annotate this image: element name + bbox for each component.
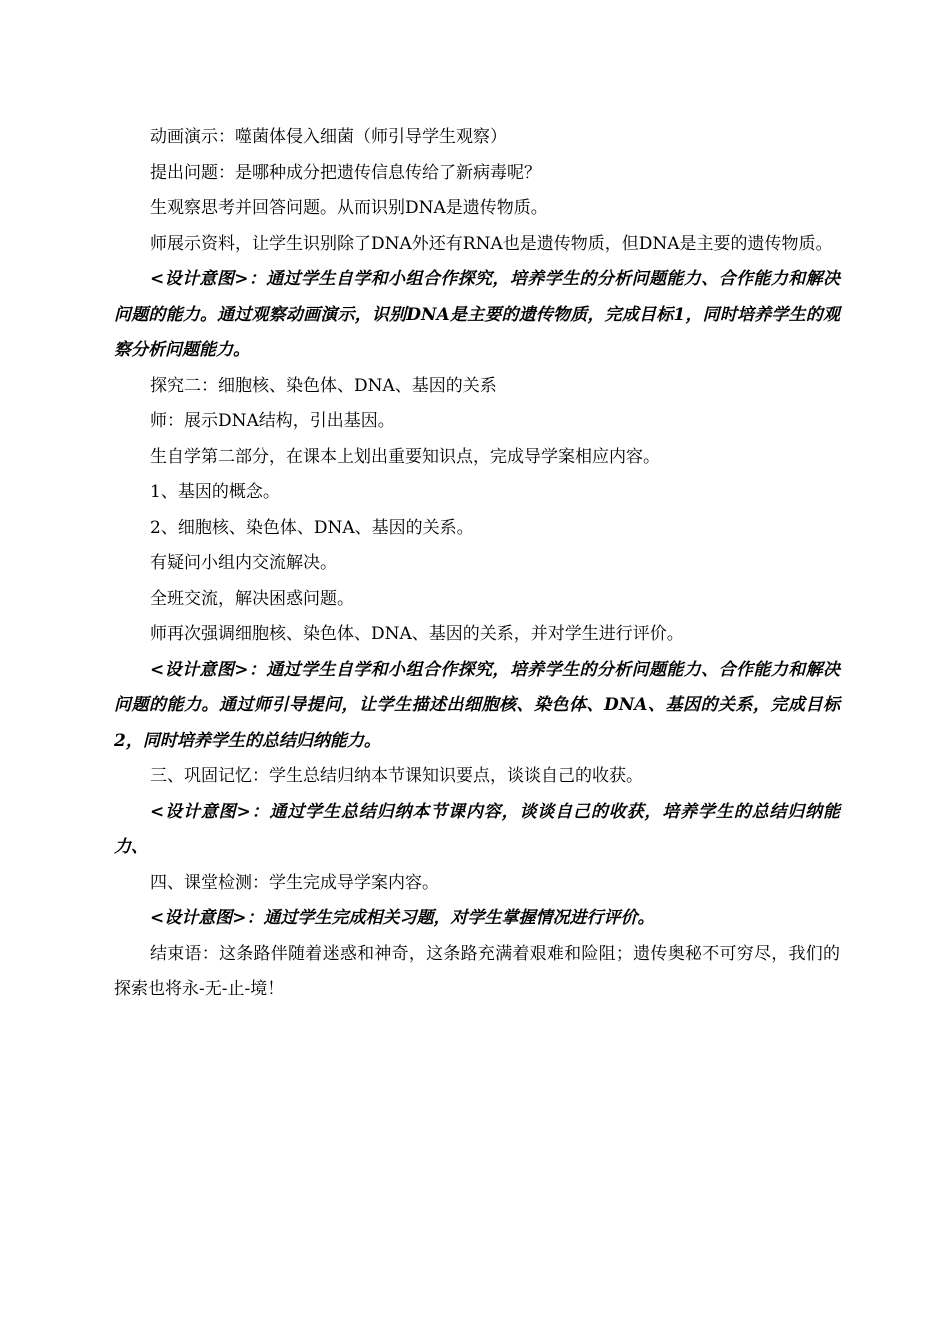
paragraph-group-discussion: 有疑问小组内交流解决。 <box>150 553 337 573</box>
paragraph-animation-demo: 动画演示：噬菌体侵入细菌（师引导学生观察） <box>150 127 507 147</box>
paragraph-class-exchange: 全班交流，解决困惑问题。 <box>150 588 354 609</box>
paragraph-closing: 结束语：这条路伴随着迷惑和神奇，这条路充满着艰难和险阻；遗传奥秘不可穷尽，我们的探索也将永-无-止-境！ <box>114 943 840 999</box>
design-intent-3: <设计意图>：通过学生总结归纳本节课内容，谈谈自己的收获，培养学生的总结归纳能力、 <box>114 801 840 857</box>
document-body <box>114 120 840 1008</box>
paragraph-item-2: 2、细胞核、染色体、DNA、基因的关系。 <box>150 517 474 538</box>
paragraph-teacher-emphasis: 师再次强调细胞核、染色体、DNA、基因的关系，并对学生进行评价。 <box>150 624 684 644</box>
design-intent-2: <设计意图>：通过学生自学和小组合作探究，培养学生的分析问题能力、合作能力和解决问题的能力。通过师引导提问，让学生描述出细胞核、染色体、DNA、基因的关系，完成目标2，同时培养学生的总结归纳能力。 <box>114 659 840 751</box>
paragraph-inquiry-two: 探究二：细胞核、染色体、DNA、基因的关系 <box>150 375 497 396</box>
paragraph-class-test: 四、课堂检测：学生完成导学案内容。 <box>150 872 439 893</box>
paragraph-consolidate: 三、巩固记忆：学生总结归纳本节课知识要点，谈谈自己的收获。 <box>150 766 643 786</box>
paragraph-question: 提出问题：是哪种成分把遗传信息传给了新病毒呢？ <box>150 162 541 183</box>
paragraph-teacher-materials: 师展示资料，让学生识别除了DNA外还有RNA也是遗传物质，但DNA是主要的遗传物质。 <box>150 233 833 254</box>
paragraph-dna-structure: 师：展示DNA结构，引出基因。 <box>150 411 395 431</box>
design-intent-4: <设计意图>：通过学生完成相关习题，对学生掌握情况进行评价。 <box>150 908 655 928</box>
paragraph-self-study: 生自学第二部分，在课本上划出重要知识点，完成导学案相应内容。 <box>150 446 660 467</box>
design-intent-1: <设计意图>：通过学生自学和小组合作探究，培养学生的分析问题能力、合作能力和解决问题的能力。通过观察动画演示，识别DNA是主要的遗传物质，完成目标1，同时培养学生的观察分析问题能力。 <box>114 269 840 360</box>
paragraph-item-1: 1、基因的概念。 <box>150 482 280 502</box>
paragraph-student-observe: 生观察思考并回答问题。从而识别DNA是遗传物质。 <box>150 198 548 218</box>
